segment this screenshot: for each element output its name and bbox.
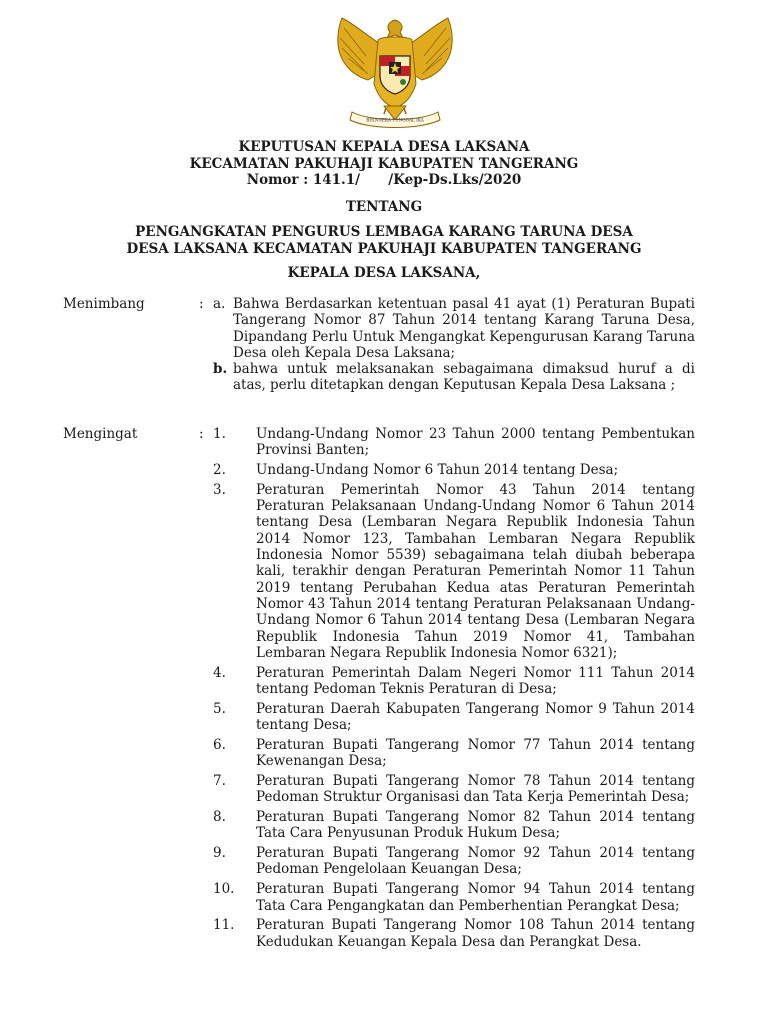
list-item xyxy=(213,845,695,878)
item-text: Undang-Undang Nomor 6 Tahun 2014 tentang Desa; xyxy=(256,462,619,479)
list-item xyxy=(213,482,695,661)
item-number: 5. xyxy=(213,700,226,717)
document-header xyxy=(0,139,768,189)
emblem-motto: BHINNEKA TUNGGAL IKA xyxy=(366,117,424,123)
item-text: Peraturan Bupati Tangerang Nomor 82 Tahun 2014 tentang Tata Cara Penyusunan Produk Hukum Desa; xyxy=(256,809,695,842)
item-text: Peraturan Bupati Tangerang Nomor 94 Tahun 2014 tentang Tata Cara Pengangkatan dan Pemberhentian Perangkat Desa; xyxy=(256,881,695,914)
item-text: Peraturan Bupati Tangerang Nomor 108 Tahun 2014 tentang Kedudukan Keuangan Kepala Desa dan Perangkat Desa. xyxy=(256,917,695,950)
item-number: 9. xyxy=(213,845,226,862)
item-text: Peraturan Pemerintah Nomor 43 Tahun 2014 tentang Peraturan Pelaksanaan Undang-Undang Nomor 6 Tahun 2014 tentang Desa (Lembaran Negara Republik Indonesia Tahun 2014 Nomor 123, Tambahan Lembaran Negara Republik Indonesia Nomor 5539) sebagaimana telah diubah beberapa kali, terakhir dengan Peraturan Pemerintah Nomor 11 Tahun 2019 tentang Perubahan Kedua atas Peraturan Pemerintah Nomor 43 Tahun 2014 tentang Peraturan Pelaksanaan Undang-Undang Nomor 6 Tahun 2014 tentang Desa (Lembaran Negara Republik Indonesia Tahun 2019 Nomor 41, Tambahan Lembaran Negara Republik Indonesia Nomor 6321); xyxy=(256,481,695,661)
list-item xyxy=(213,737,695,770)
mengingat-list xyxy=(213,426,695,953)
item-marker: a. xyxy=(213,296,226,312)
item-text: bahwa untuk melaksanakan sebagaimana dimaksud huruf a di atas, perlu ditetapkan dengan Keputusan Kepala Desa Laksana ; xyxy=(233,361,695,394)
list-item xyxy=(213,296,695,361)
list-item xyxy=(213,917,695,950)
header-line-1: KEPUTUSAN KEPALA DESA LAKSANA xyxy=(238,139,530,155)
item-text: Peraturan Bupati Tangerang Nomor 92 Tahun 2014 tentang Pedoman Pengelolaan Keuangan Desa; xyxy=(256,845,695,878)
list-item xyxy=(213,701,695,734)
garuda-pancasila-emblem xyxy=(330,14,460,132)
item-number: 4. xyxy=(213,664,226,681)
list-item xyxy=(213,361,695,394)
item-number: 7. xyxy=(213,772,226,789)
list-item xyxy=(213,773,695,806)
document-number: Nomor : 141.1/ /Kep-Ds.Lks/2020 xyxy=(246,172,522,188)
item-number: 1. xyxy=(213,426,226,442)
item-number: 11. xyxy=(213,917,235,934)
title-line-1: PENGANGKATAN PENGURUS LEMBAGA KARANG TARUNA DESA xyxy=(135,224,633,240)
item-text: Peraturan Bupati Tangerang Nomor 78 Tahun 2014 tentang Pedoman Struktur Organisasi dan Tata Kerja Pemerintah Desa; xyxy=(256,772,695,806)
menimbang-label: Menimbang xyxy=(63,296,145,312)
title-line-2: DESA LAKSANA KECAMATAN PAKUHAJI KABUPATEN TANGERANG xyxy=(126,240,642,257)
header-line-2: KECAMATAN PAKUHAJI KABUPATEN TANGERANG xyxy=(189,155,579,172)
list-item xyxy=(213,462,695,478)
item-number: 10. xyxy=(213,881,235,898)
mengingat-colon: : xyxy=(199,426,204,442)
item-text: Peraturan Pemerintah Dalam Negeri Nomor 111 Tahun 2014 tentang Pedoman Teknis Peraturan di Desa; xyxy=(256,664,695,697)
kepala-desa-heading: KEPALA DESA LAKSANA, xyxy=(287,265,481,281)
menimbang-list xyxy=(213,296,695,394)
item-text: Bahwa Berdasarkan ketentuan pasal 41 ayat (1) Peraturan Bupati Tangerang Nomor 87 Tahun 2014 tentang Karang Taruna Desa, Dipandang Perlu Untuk Mengangkat Kepengurusan Karang Taruna Desa oleh Kepala Desa Laksana; xyxy=(233,296,695,361)
document-title xyxy=(0,224,768,257)
item-number: 8. xyxy=(213,809,226,826)
item-text: Peraturan Daerah Kabupaten Tangerang Nomor 9 Tahun 2014 tentang Desa; xyxy=(256,700,695,734)
item-text: Peraturan Bupati Tangerang Nomor 77 Tahun 2014 tentang Kewenangan Desa; xyxy=(256,736,695,770)
item-number: 3. xyxy=(213,481,226,498)
list-item xyxy=(213,426,695,459)
menimbang-colon: : xyxy=(199,296,204,312)
item-marker: b. xyxy=(213,361,228,378)
item-number: 2. xyxy=(213,462,226,479)
list-item xyxy=(213,881,695,914)
item-number: 6. xyxy=(213,736,226,753)
item-text: Undang-Undang Nomor 23 Tahun 2000 tentang Pembentukan Provinsi Banten; xyxy=(256,426,695,459)
list-item xyxy=(213,809,695,842)
tentang-heading: TENTANG xyxy=(345,199,423,215)
list-item xyxy=(213,665,695,698)
mengingat-label: Mengingat xyxy=(63,426,138,442)
